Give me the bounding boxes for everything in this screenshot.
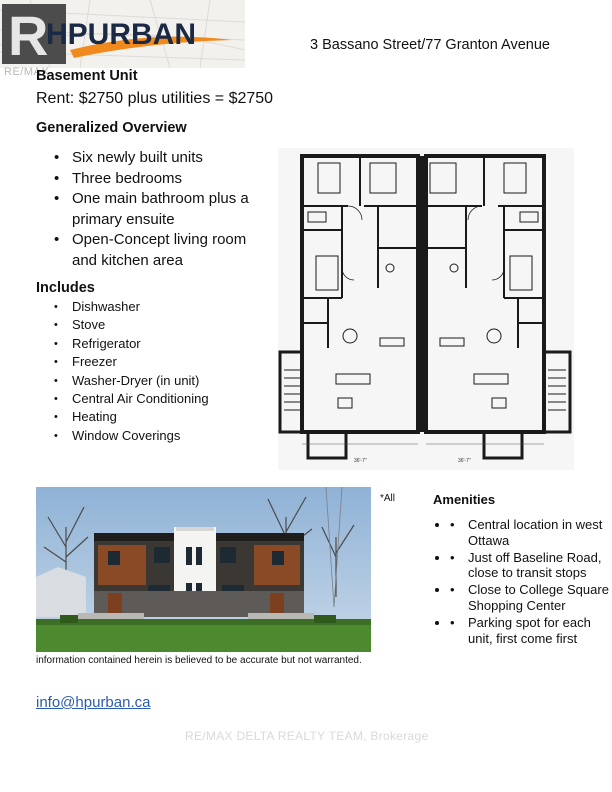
floor-plan bbox=[278, 148, 574, 470]
list-item: • Window Coverings bbox=[52, 427, 272, 445]
list-item: • Open-Concept living room and kitchen area bbox=[52, 230, 257, 271]
list-item: • Stove bbox=[52, 316, 272, 334]
disclaimer-text: information contained herein is believed to be accurate but not warranted. bbox=[36, 655, 362, 666]
disclaimer-prefix: *All bbox=[380, 493, 396, 504]
list-item: • • Central location in west Ottawa bbox=[450, 517, 610, 549]
list-item: • • Close to College Square Shopping Center bbox=[450, 582, 610, 614]
remax-watermark: RE/MAX bbox=[4, 66, 50, 78]
includes-list bbox=[52, 298, 272, 445]
list-item: • Heating bbox=[52, 408, 272, 426]
list-item: • Six newly built units bbox=[52, 148, 257, 169]
logo-graphic bbox=[0, 0, 245, 68]
overview-heading: Generalized Overview bbox=[36, 120, 187, 136]
contact-email-link[interactable]: info@hpurban.ca bbox=[36, 694, 151, 711]
includes-heading: Includes bbox=[36, 280, 95, 296]
list-item: • Freezer bbox=[52, 353, 272, 371]
list-item: • Central Air Conditioning bbox=[52, 390, 272, 408]
amenities-heading: Amenities bbox=[433, 492, 496, 507]
brokerage-watermark: RE/MAX DELTA REALTY TEAM, Brokerage bbox=[185, 729, 429, 743]
floor-plan-drawing bbox=[278, 148, 574, 470]
svg-text:R: R bbox=[8, 4, 49, 67]
amenities-panel bbox=[430, 517, 610, 674]
hpurban-logo bbox=[0, 0, 245, 68]
list-item: • Dishwasher bbox=[52, 298, 272, 316]
list-item: • Washer-Dryer (in unit) bbox=[52, 372, 272, 390]
dimension-left: 36'-7" bbox=[354, 458, 367, 464]
unit-title: Basement Unit bbox=[36, 68, 138, 84]
property-address: 3 Bassano Street/77 Granton Avenue bbox=[310, 37, 550, 53]
list-item: • • Just off Baseline Road, close to transit stops bbox=[450, 550, 610, 582]
building-photo bbox=[36, 487, 371, 652]
rent-line: Rent: $2750 plus utilities = $2750 bbox=[36, 90, 274, 107]
amenities-list bbox=[450, 517, 610, 647]
list-item: • Refrigerator bbox=[52, 335, 272, 353]
list-item: • Three bedrooms bbox=[52, 169, 257, 190]
list-item: • One main bathroom plus a primary ensuite bbox=[52, 189, 257, 230]
svg-text:HPURBAN: HPURBAN bbox=[46, 18, 196, 51]
overview-list bbox=[52, 148, 257, 271]
dimension-right: 36'-7" bbox=[458, 458, 471, 464]
building-photo-graphic bbox=[36, 487, 371, 652]
list-item: • • Parking spot for each unit, first come first bbox=[450, 615, 610, 647]
